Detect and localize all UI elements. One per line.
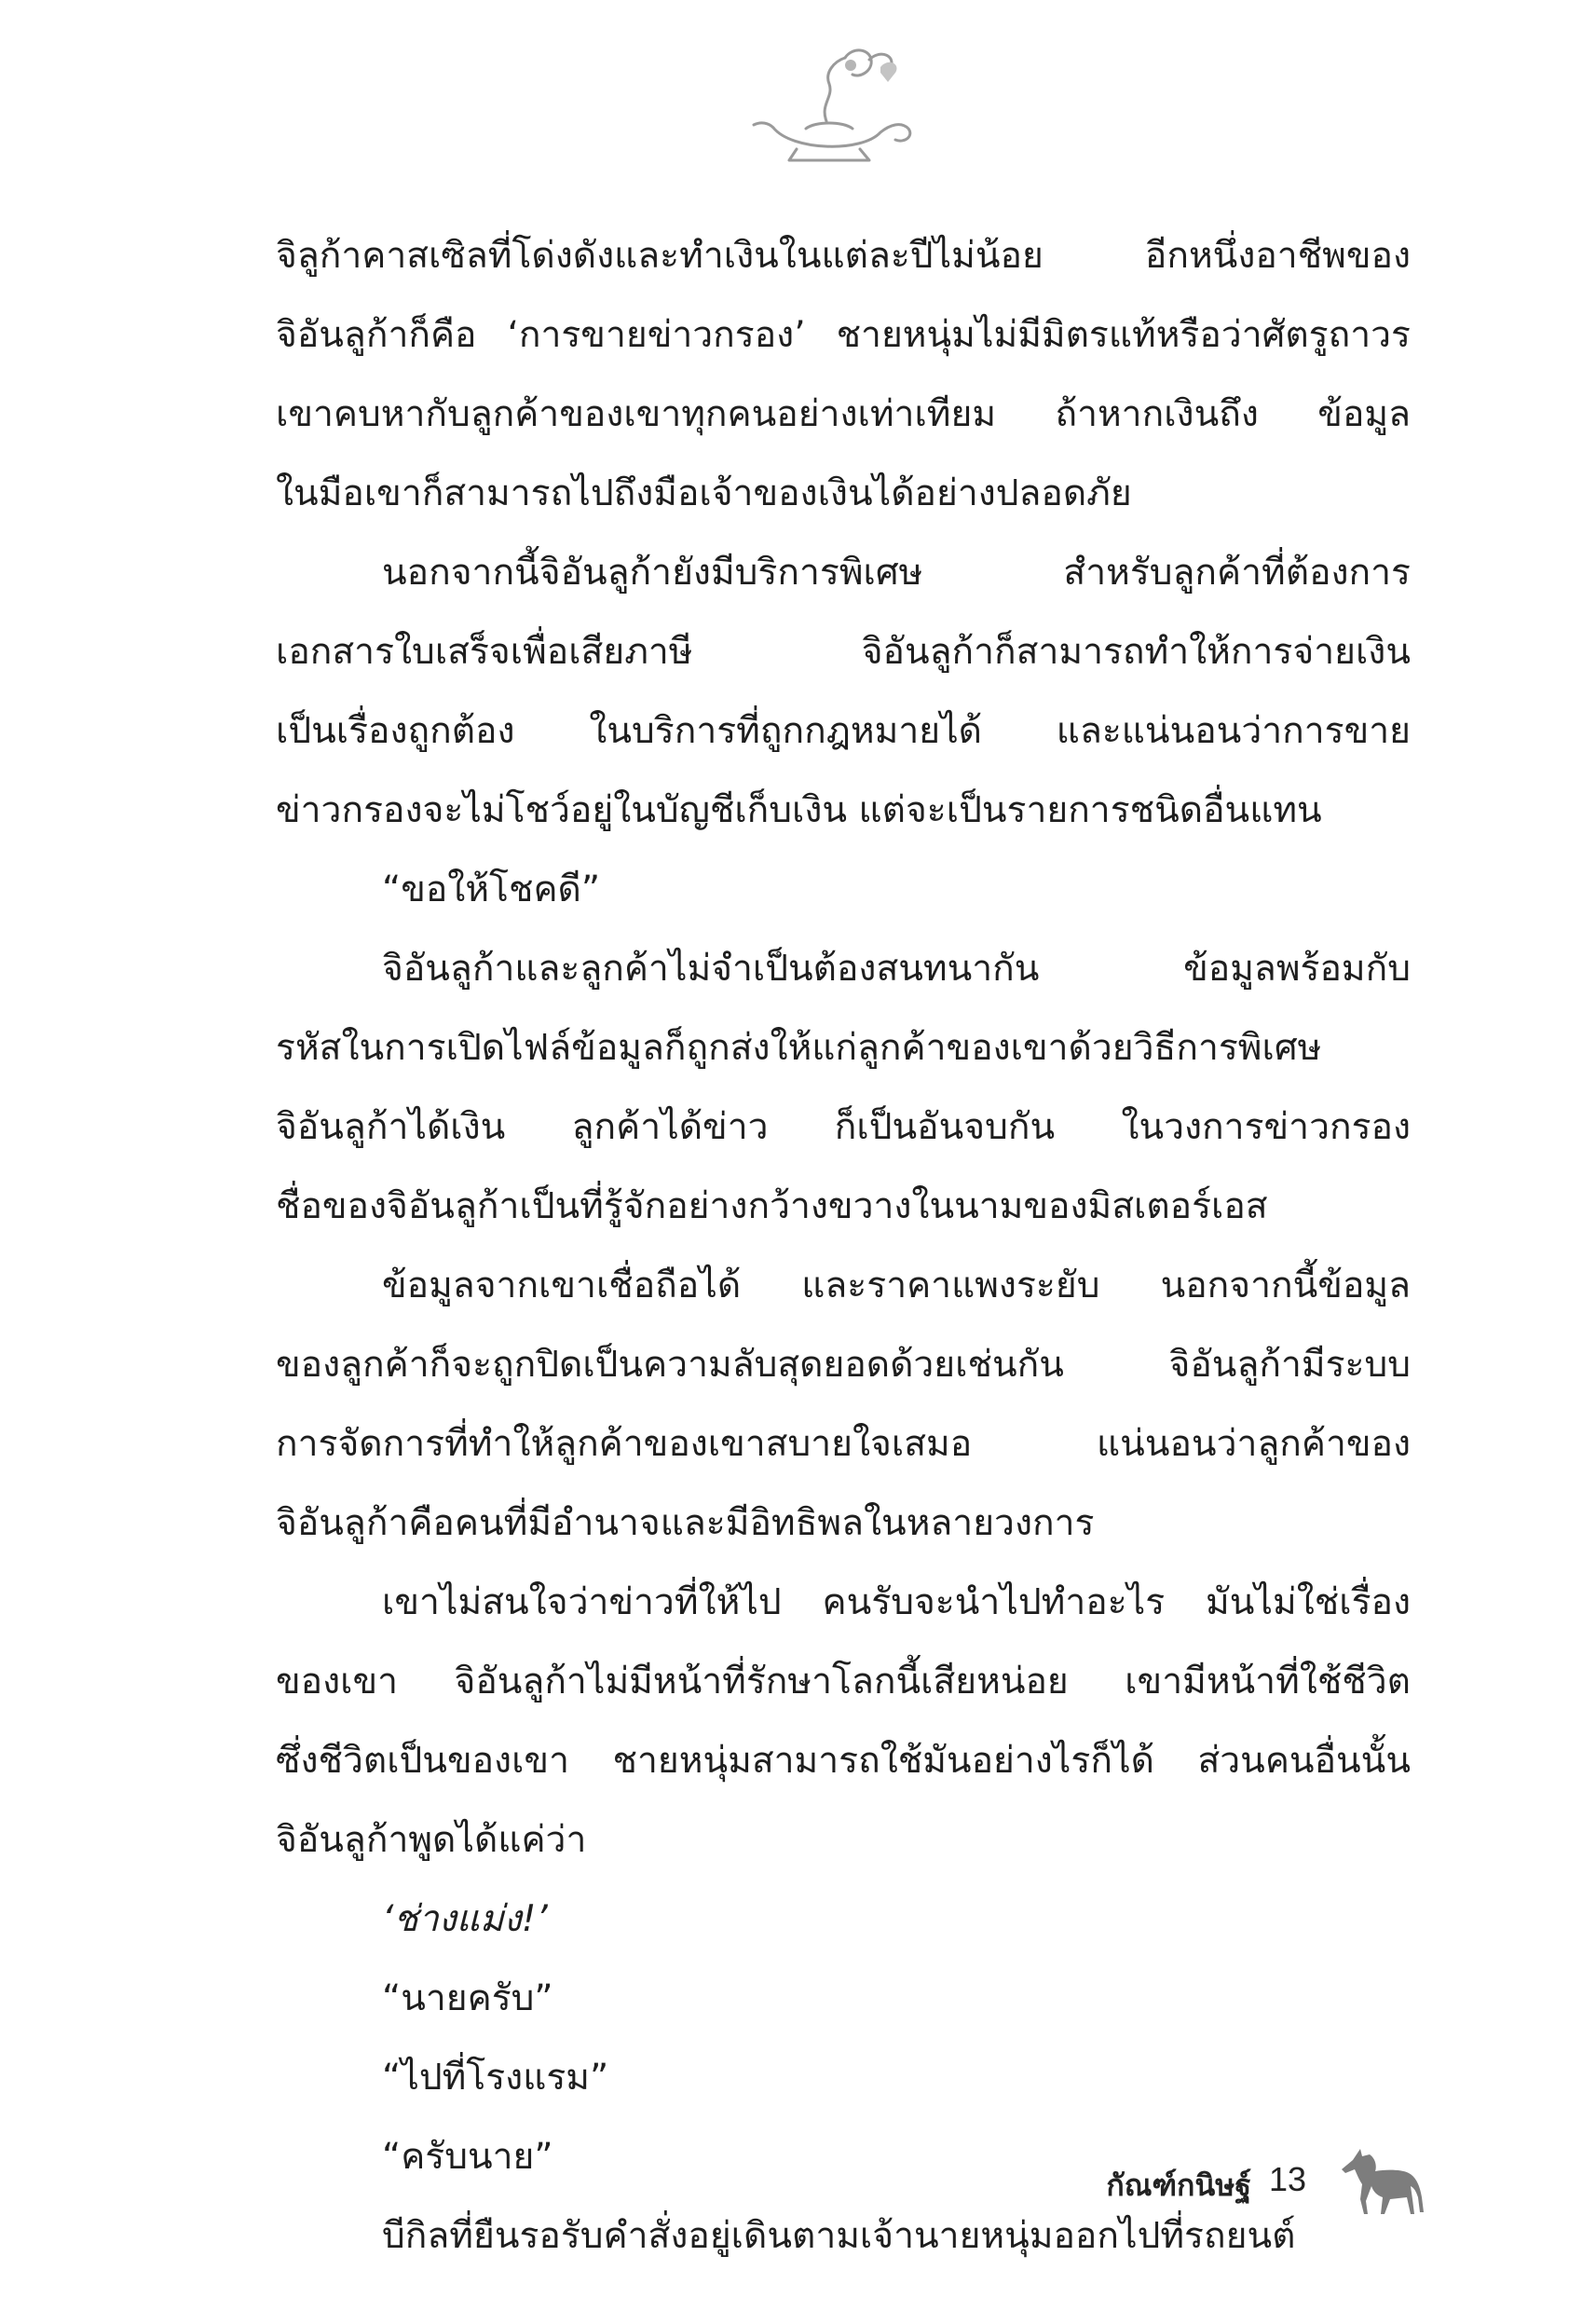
- text-line: ในมือเขาก็สามารถไปถึงมือเจ้าของเงินได้อย่างปลอดภัย: [276, 472, 1132, 514]
- book-title: กัณฑ์กนิษฐ์: [1106, 2167, 1251, 2203]
- page-number: 13: [1269, 2160, 1307, 2198]
- body-text: [276, 216, 1411, 2276]
- text-line: “ขอให้โชคดี”: [382, 868, 601, 910]
- text-line: เอกสารใบเสร็จเพื่อเสียภาษี จิอันลูก้าก็สามารถทำให้การจ่ายเงิน: [276, 631, 1411, 673]
- text-line: จิอันลูก้าพูดได้แค่ว่า: [276, 1819, 587, 1861]
- text-line: “นายครับ”: [382, 1977, 553, 2019]
- page-footer: [0, 2141, 1596, 2225]
- text-line: เป็นเรื่องถูกต้อง ในบริการที่ถูกกฎหมายได้ และแน่นอนว่าการขาย: [276, 710, 1411, 752]
- genie-lamp-cupid-icon: [741, 39, 927, 170]
- text-line: บีกิลที่ยืนรอรับคำสั่งอยู่เดินตามเจ้านายหนุ่มออกไปที่รถยนต์: [382, 2215, 1296, 2257]
- text-line: รหัสในการเปิดไฟล์ข้อมูลก็ถูกส่งให้แก่ลูกค้าของเขาด้วยวิธีการพิเศษ: [276, 1027, 1322, 1069]
- text-line: ของลูกค้าก็จะถูกปิดเป็นความลับสุดยอดด้วยเช่นกัน จิอันลูก้ามีระบบ: [276, 1344, 1411, 1386]
- horse-icon: [1334, 2141, 1427, 2218]
- text-line: เขาไม่สนใจว่าข่าวที่ให้ไป คนรับจะนำไปทำอะไร มันไม่ใช่เรื่อง: [382, 1581, 1411, 1623]
- text-line: จิอันลูก้าได้เงิน ลูกค้าได้ข่าว ก็เป็นอันจบกัน ในวงการข่าวกรอง: [276, 1106, 1411, 1148]
- text-line: จิอันลูก้าและลูกค้าไม่จำเป็นต้องสนทนากัน ข้อมูลพร้อมกับ: [382, 948, 1411, 990]
- text-line: “ไปที่โรงแรม”: [382, 2057, 609, 2099]
- text-line: นอกจากนี้จิอันลูก้ายังมีบริการพิเศษ สำหรับลูกค้าที่ต้องการ: [382, 552, 1411, 594]
- text-line: การจัดการที่ทำให้ลูกค้าของเขาสบายใจเสมอ แน่นอนว่าลูกค้าของ: [276, 1423, 1411, 1465]
- text-line: ‘ช่างแม่ง!’: [382, 1898, 548, 1940]
- text-line: จิอันลูก้าคือคนที่มีอำนาจและมีอิทธิพลในหลายวงการ: [276, 1502, 1095, 1544]
- text-line: ของเขา จิอันลูก้าไม่มีหน้าที่รักษาโลกนี้เสียหน่อย เขามีหน้าที่ใช้ชีวิต: [276, 1661, 1411, 1702]
- text-line: ข่าวกรองจะไม่โชว์อยู่ในบัญชีเก็บเงิน แต่จะเป็นรายการชนิดอื่นแทน: [276, 789, 1322, 831]
- text-line: เขาคบหากับลูกค้าของเขาทุกคนอย่างเท่าเทียม ถ้าหากเงินถึง ข้อมูล: [276, 393, 1411, 435]
- text-line: จิอันลูก้าก็คือ ‘การขายข่าวกรอง’ ชายหนุ่มไม่มีมิตรแท้หรือว่าศัตรูถาวร: [276, 314, 1411, 356]
- text-line: ชื่อของจิอันลูก้าเป็นที่รู้จักอย่างกว้างขวางในนามของมิสเตอร์เอส: [276, 1185, 1268, 1227]
- text-line: ข้อมูลจากเขาเชื่อถือได้ และราคาแพงระยับ นอกจากนี้ข้อมูล: [382, 1265, 1411, 1306]
- text-line: จิลูก้าคาสเซิลที่โด่งดังและทำเงินในแต่ละปีไม่น้อย อีกหนึ่งอาชีพของ: [276, 235, 1411, 277]
- text-line: “ครับนาย”: [382, 2136, 553, 2178]
- text-line: ซึ่งชีวิตเป็นของเขา ชายหนุ่มสามารถใช้มันอย่างไรก็ได้ ส่วนคนอื่นนั้น: [276, 1740, 1411, 1782]
